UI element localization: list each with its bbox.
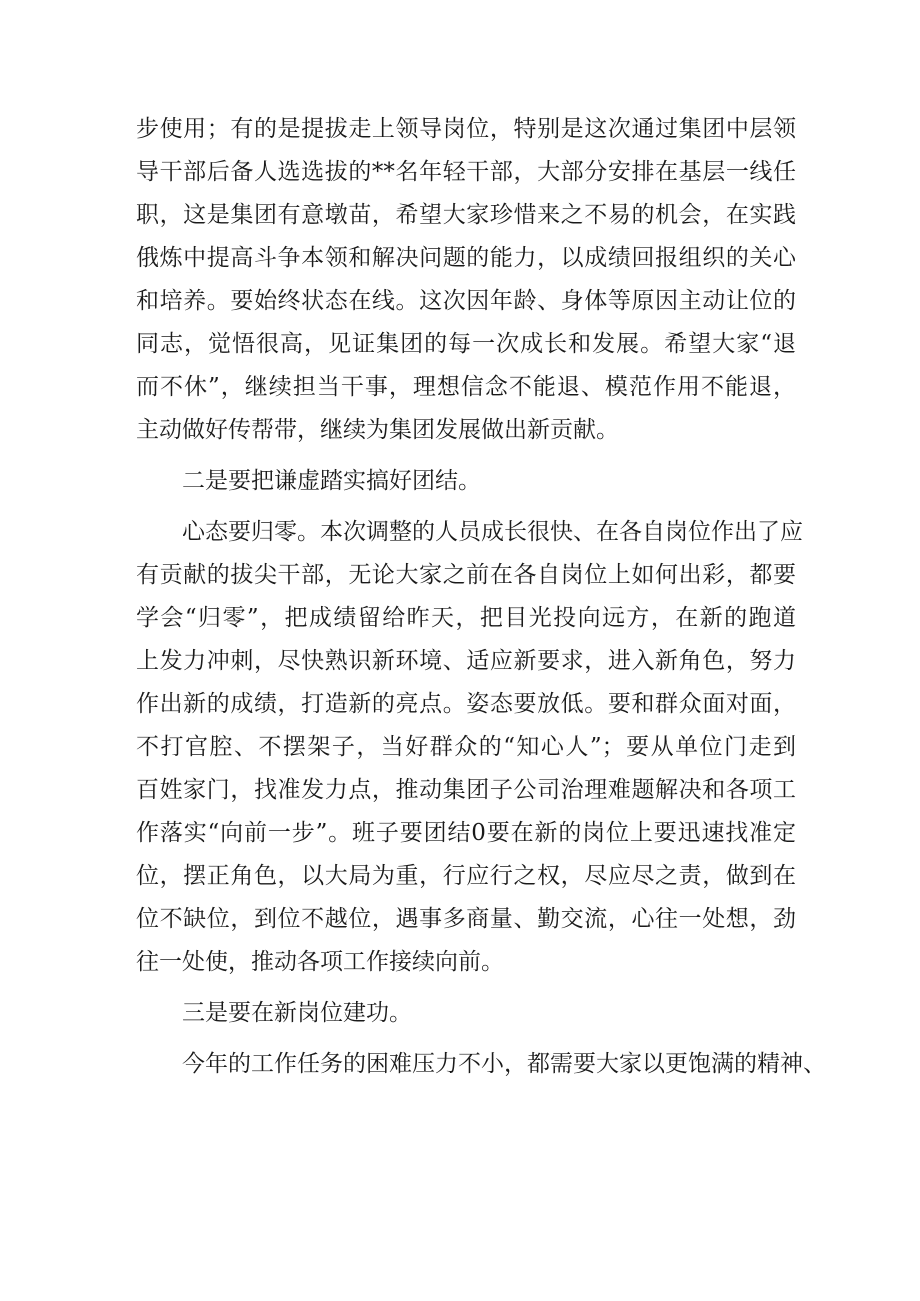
text-line: 百姓家门，找准发力点，推动集团子公司治理难题解决和各项工 (136, 777, 796, 803)
paragraph-first-line: 今年的工作任务的困难压力不小，都需要大家以更饱满的精神、 (182, 1051, 826, 1077)
section-heading: 三是要在新岗位建功。 (182, 1000, 412, 1026)
text-line: 作落实“向前一步”。班子要团结0要在新的岗位上要迅速找准定 (136, 820, 796, 846)
section-heading: 二是要把谦虚踏实搞好团结。 (182, 468, 481, 494)
text-line: 往一处使，推动各项工作接续向前。 (136, 949, 504, 975)
text-line: 位，摆正角色，以大局为重，行应行之权，尽应尽之责，做到在 (136, 863, 796, 889)
text-line: 步使用；有的是提拔走上领导岗位，特别是这次通过集团中层领 (136, 116, 796, 142)
text-line: 不打官腔、不摆架子，当好群众的“知心人”；要从单位门走到 (136, 734, 796, 760)
text-line: 位不缺位，到位不越位，遇事多商量、勤交流，心往一处想，劲 (136, 906, 796, 932)
text-line: 有贡献的拔尖干部，无论大家之前在各自岗位上如何出彩，都要 (136, 562, 796, 588)
text-line: 作出新的成绩，打造新的亮点。姿态要放低。要和群众面对面， (136, 691, 796, 717)
text-line: 导干部后备人选选拔的**名年轻干部，大部分安排在基层一线任 (136, 159, 796, 185)
text-line: 上发力冲刺，尽快熟识新环境、适应新要求，进入新角色，努力 (136, 648, 796, 674)
paragraph-first-line: 心态要归零。本次调整的人员成长很快、在各自岗位作出了应 (182, 519, 803, 545)
text-line: 和培养。要始终状态在线。这次因年龄、身体等原因主动让位的 (136, 288, 796, 314)
text-line: 而不休”，继续担当干事，理想信念不能退、模范作用不能退， (136, 374, 796, 400)
text-line: 同志，觉悟很高，见证集团的每一次成长和发展。希望大家“退 (136, 331, 796, 357)
text-line: 俄炼中提高斗争本领和解决问题的能力，以成绩回报组织的关心 (136, 245, 796, 271)
text-line: 学会“归零”，把成绩留给昨天，把目光投向远方，在新的跑道 (136, 605, 796, 631)
text-line: 主动做好传帮带，继续为集团发展做出新贡献。 (136, 417, 619, 443)
text-line: 职，这是集团有意墩苗，希望大家珍惜来之不易的机会，在实践 (136, 202, 796, 228)
body-text (136, 108, 826, 1086)
